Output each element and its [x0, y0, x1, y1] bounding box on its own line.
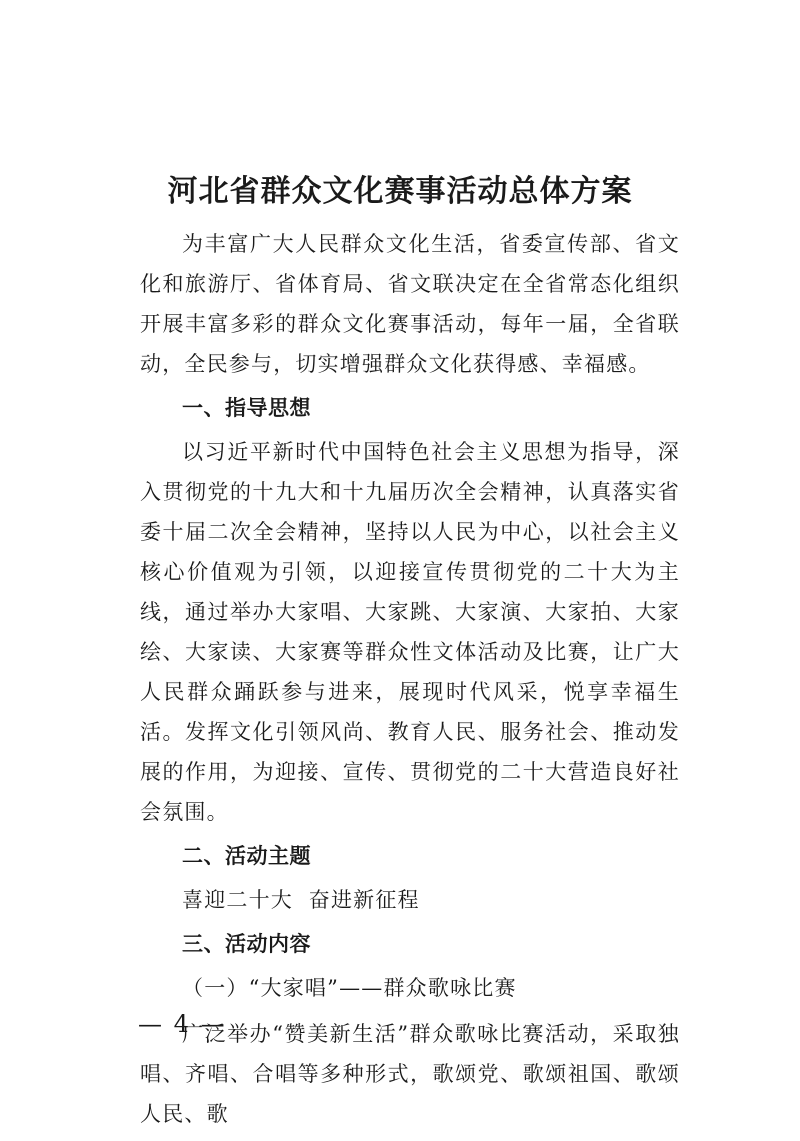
document-body [140, 224, 680, 1134]
section-heading-guiding-ideology: 一、指导思想 [182, 396, 311, 420]
activity-theme-text: 喜迎二十大 奋进新征程 [182, 888, 420, 912]
document-title: 河北省群众文化赛事活动总体方案 [167, 174, 633, 210]
guiding-ideology-paragraph: 以习近平新时代中国特色社会主义思想为指导，深入贯彻党的十九大和十九届历次全会精神，认真落实省委十届二次全会精神，坚持以人民为中心，以社会主义核心价值观为引领，以迎接宣传贯彻党的二十大为主线，通过举办大家唱、大家跳、大家演、大家拍、大家绘、大家读、大家赛等群众性文体活动及比赛，让广大人民群众踊跃参与进来，展现时代风采，悦享幸福生活。发挥文化引领风尚、教育人民、服务社会、推动发展的作用，为迎接、宣传、贯彻党的二十大营造良好社会氛围。 [140, 440, 680, 824]
intro-paragraph: 为丰富广大人民群众文化生活，省委宣传部、省文化和旅游厅、省体育局、省文联决定在全省常态化组织开展丰富多彩的群众文化赛事活动，每年一届，全省联动，全民参与，切实增强群众文化获得感、幸福感。 [140, 232, 680, 376]
section-heading-activity-content: 三、活动内容 [182, 932, 311, 956]
page-number: — 4 — [138, 1010, 227, 1038]
subsection-heading-singing: （一）“大家唱”——群众歌咏比赛 [182, 976, 517, 1000]
section-heading-activity-theme: 二、活动主题 [182, 844, 311, 868]
singing-paragraph: 广泛举办“赞美新生活”群众歌咏比赛活动，采取独唱、齐唱、合唱等多种形式，歌颂党、歌颂祖国、歌颂人民、歌 [140, 1022, 680, 1126]
